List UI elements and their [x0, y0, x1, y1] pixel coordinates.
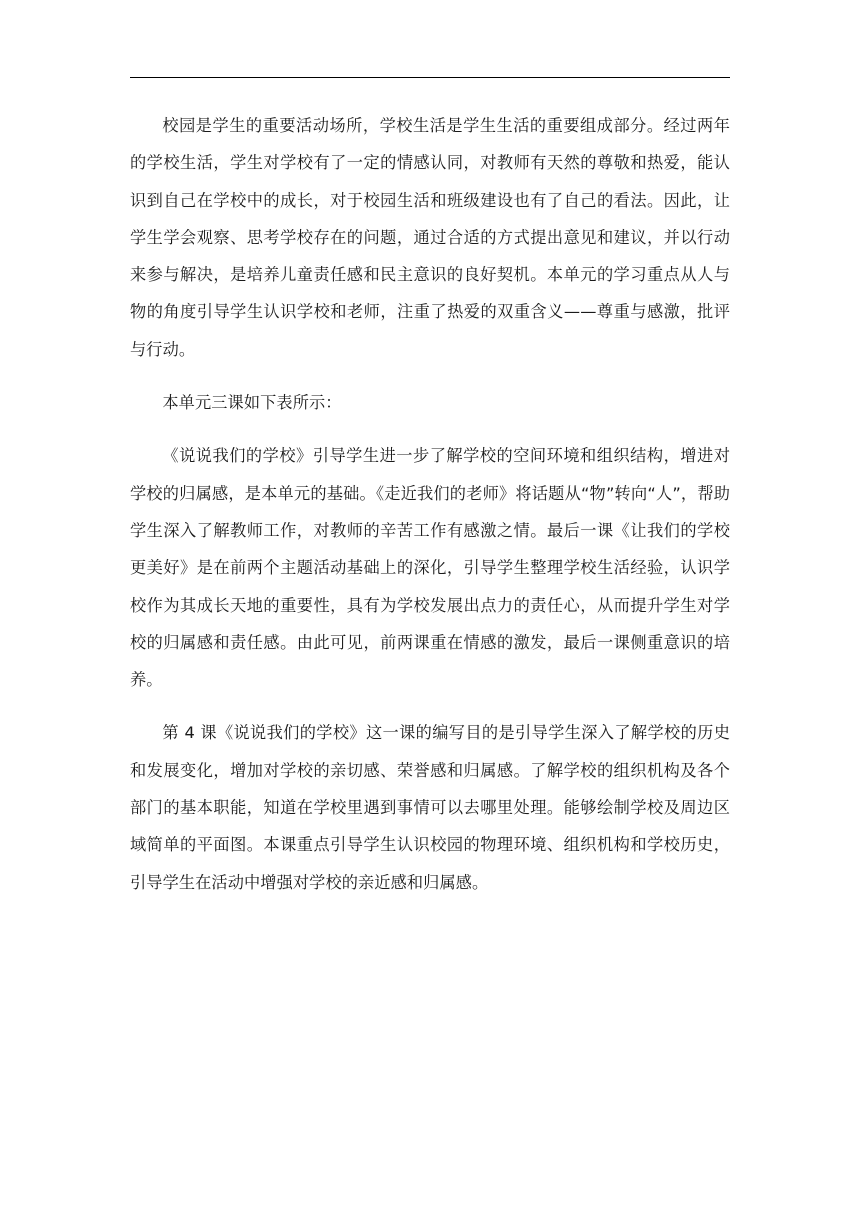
paragraph-lessons-intro: 本单元三课如下表所示：	[162, 393, 342, 413]
paragraph-lesson-4: 第 4 课《说说我们的学校》这一课的编写目的是引导学生深入了解学校的历史和发展变化，增加对学校的亲切感、荣誉感和归属感。了解学校的组织机构及各个部门的基本职能，知道在学校里遇到事情可以去哪里处理。能够绘制学校及周边区域简单的平面图。本课重点引导学生认识校园的物理环境、组织机构和学校历史，引导学生在活动中增强对学校的亲近感和归属感。	[130, 723, 730, 892]
paragraph-unit-overview: 校园是学生的重要活动场所，学校生活是学生生活的重要组成部分。经过两年的学校生活，学生对学校有了一定的情感认同，对教师有天然的尊敬和热爱，能认识到自己在学校中的成长，对于校园生活和班级建设也有了自己的看法。因此，让学生学会观察、思考学校存在的问题，通过合适的方式提出意见和建议，并以行动来参与解决，是培养儿童责任感和民主意识的良好契机。本单元的学习重点从人与物的角度引导学生认识学校和老师，注重了热爱的双重含义——尊重与感激，批评与行动。	[130, 116, 730, 359]
document-body	[130, 107, 730, 901]
header-rule	[130, 77, 730, 78]
paragraph-lessons-summary: 《说说我们的学校》引导学生进一步了解学校的空间环境和组织结构，增进对学校的归属感，是本单元的基础。《走近我们的老师》将话题从“物”转向“人”，帮助学生深入了解教师工作，对教师的辛苦工作有感激之情。最后一课《让我们的学校更美好》是在前两个主题活动基础上的深化，引导学生整理学校生活经验，认识学校作为其成长天地的重要性，具有为学校发展出点力的责任心，从而提升学生对学校的归属感和责任感。由此可见，前两课重在情感的激发，最后一课侧重意识的培养。	[130, 446, 730, 690]
